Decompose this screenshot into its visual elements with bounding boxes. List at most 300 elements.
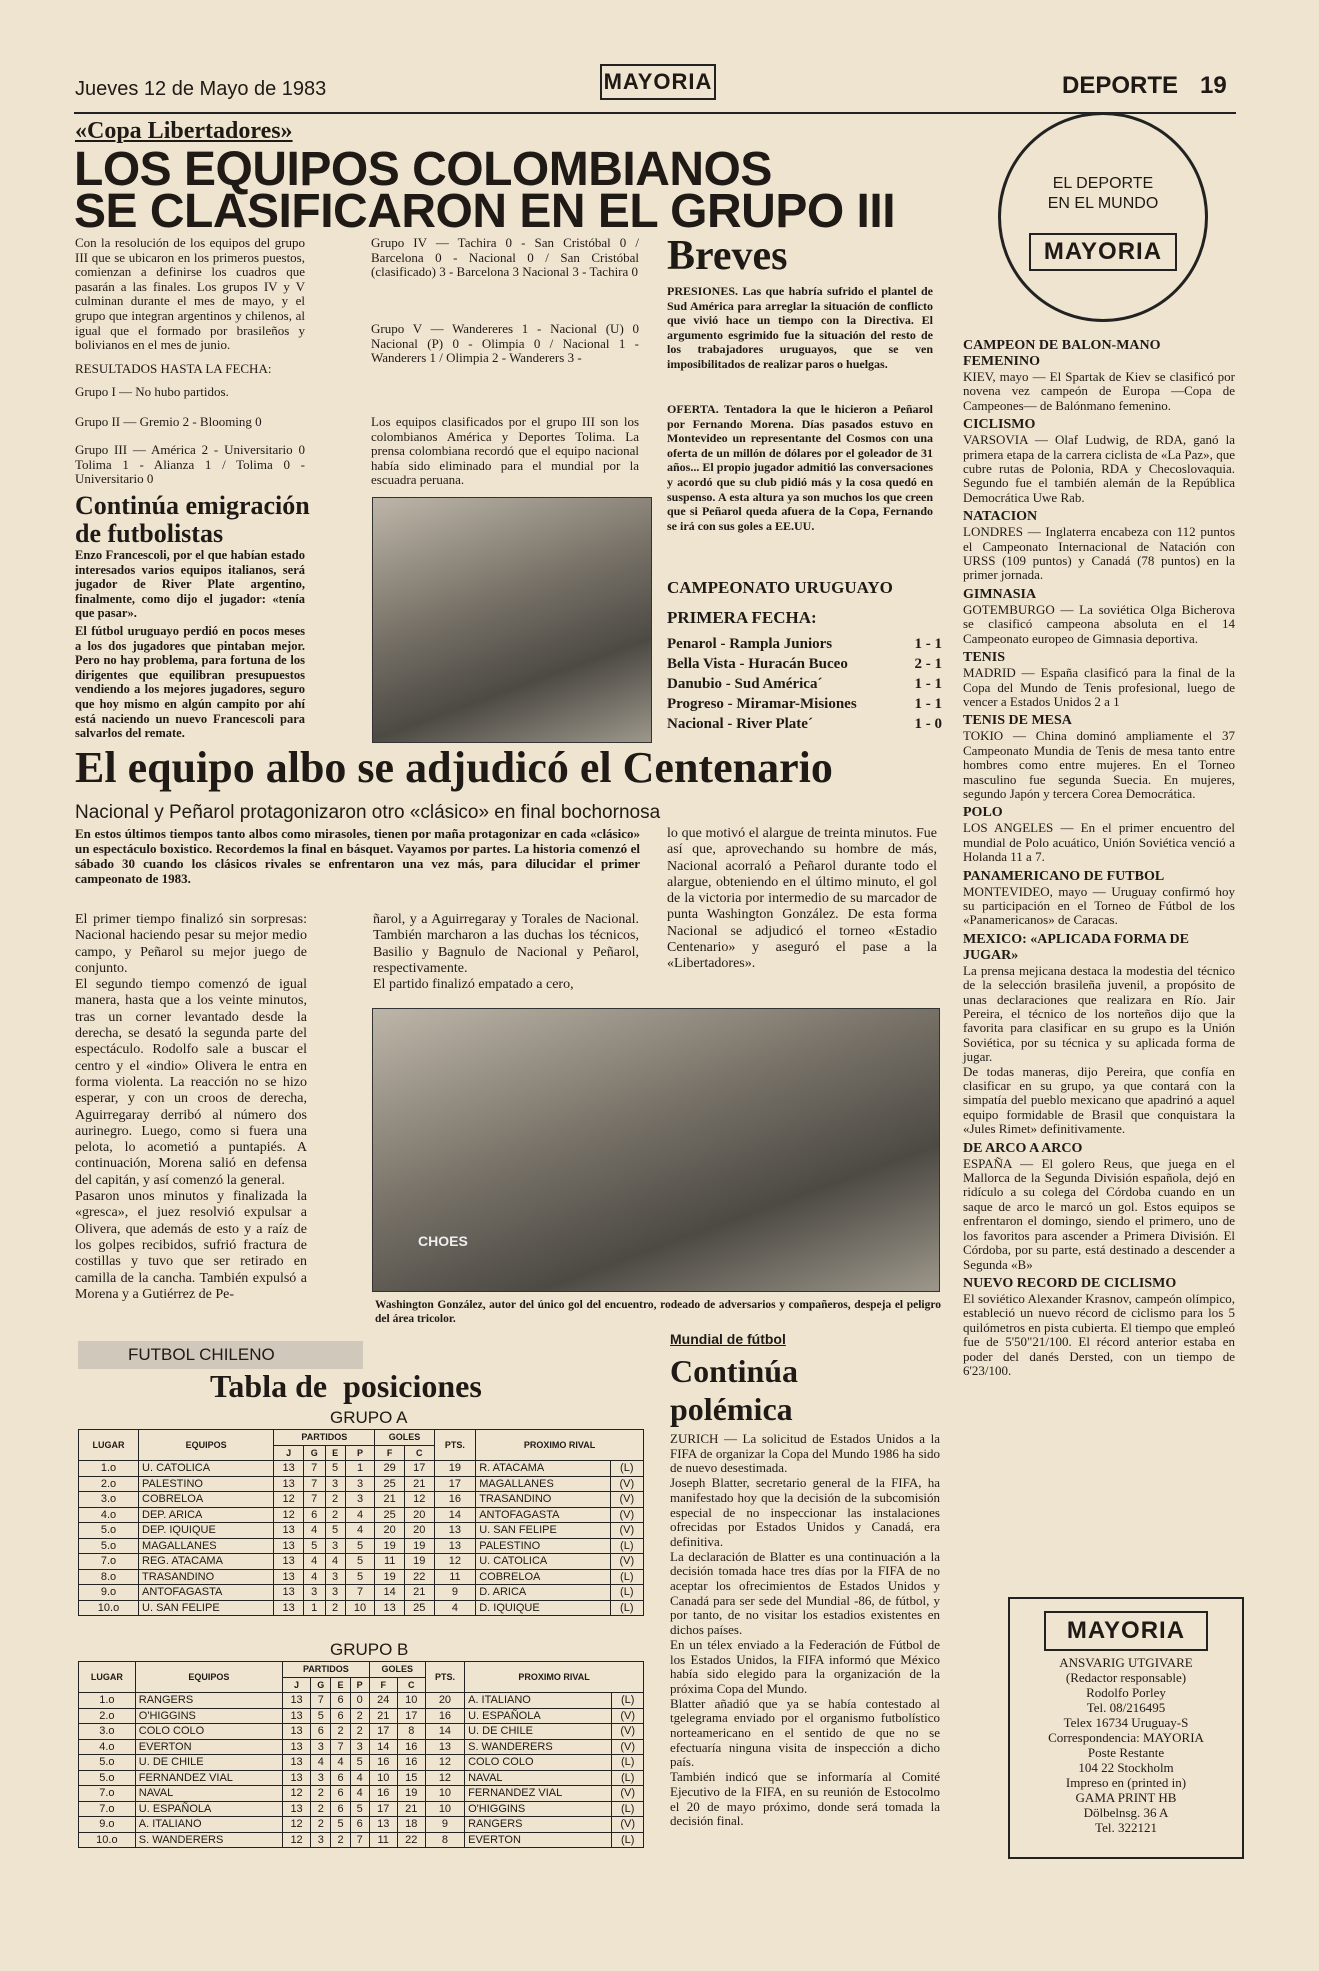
centenario-col3: lo que motivó el alargue de treinta minutos. Fue así que, aprovechando su hombre de más, Nacional acorraló a Peñarol durante todo el alargue, obteniendo en el último minuto, el gol de la victoria por intermedio de su marcador de punta Washington González. De esta forma Nacional se adjudicó el torneo «Estadio Centenario» y aseguró el pase a la «Libertadores».	[667, 826, 937, 972]
francescoli-photo	[372, 497, 652, 743]
imprint-line: Impreso en (printed in)	[1065, 1775, 1187, 1790]
table-cell: (V)	[610, 1507, 643, 1523]
table-row	[79, 1755, 644, 1771]
table-cell: (L)	[612, 1832, 644, 1848]
emigracion-body: El fútbol uruguayo perdió en pocos meses a los dos jugadores que pintaban mejor. Pero no hay problema, para fortuna de los dirigentes que equilibran presupuestos vendiendo a los mejores jugadores, seguro que hoy mismo en algún campito por ahí está naciendo un nuevo Francescoli para salvarlos del remate.	[75, 624, 305, 741]
table-cell: 4	[311, 1755, 331, 1771]
table-cell: 6	[303, 1507, 325, 1523]
table-cell: FERNANDEZ VIAL	[135, 1770, 282, 1786]
table-cell: 13	[434, 1538, 476, 1554]
table-cell: 10	[425, 1801, 464, 1817]
table-cell: 12	[274, 1492, 304, 1508]
imprint-line: Rodolfo Porley	[1086, 1685, 1166, 1700]
imprint-line: Poste Restante	[1087, 1745, 1165, 1760]
table-cell: 4	[325, 1554, 345, 1570]
imprint-line: Correspondencia: MAYORIA	[1048, 1730, 1204, 1745]
table-cell: 6	[331, 1770, 350, 1786]
table-row	[79, 1770, 644, 1786]
table-cell: (V)	[612, 1817, 644, 1833]
world-item-heading: TENIS DE MESA	[963, 713, 1072, 729]
table-cell: 13	[283, 1801, 311, 1817]
match-score: 1 - 0	[914, 716, 942, 732]
table-cell: 12	[283, 1786, 311, 1802]
table-cell: NAVAL	[465, 1770, 612, 1786]
table-cell: DEP. IQUIQUE	[139, 1523, 274, 1539]
table-cell: 3	[303, 1585, 325, 1601]
table-cell: 12	[434, 1554, 476, 1570]
table-cell: 20	[375, 1523, 405, 1539]
world-item-heading: MEXICO: «APLICADA FORMA DE JUGAR»	[963, 931, 1189, 963]
table-cell: 2	[311, 1817, 331, 1833]
table-cell: 5.o	[79, 1770, 136, 1786]
match-score: 2 - 1	[914, 656, 942, 672]
table-cell: 5.o	[79, 1755, 136, 1771]
col-equipos: EQUIPOS	[139, 1430, 274, 1461]
table-cell: 16	[369, 1786, 397, 1802]
table-cell: 5	[325, 1461, 345, 1477]
world-item-text: La prensa mejicana destaca la modestia del técnico de la selección brasileña juvenil, a propósito de unas declaraciones que realizara en Río. Jair Pereira, el técnico de los norteños dijo que la favorita para clasificar en su grupo es la Unión Soviética, por su técnica y su aplicada forma de jugar. De todas maneras, dijo Pereira, que confía en clasificar en su grupo, ya que contará con la simpatía del pueblo mexicano que apadrinó a aquel equipo formidable de Brasil que conquistara la «Jules Rimet» definitivamente.	[963, 962, 1235, 1137]
table-cell: O'HIGGINS	[135, 1708, 282, 1724]
table-cell: 13	[274, 1538, 304, 1554]
classified-text: Los equipos clasificados por el grupo III son los colombianos América y Deportes Tolima. La prensa colombiana recordó que el equipo nacional había sido eliminado para el mundial por la escuadra peruana.	[371, 414, 639, 488]
world-item-text: TOKIO — China dominó ampliamente el 37 Campeonato Mundia de Tenis de mesa tanto entre hombres como entre mujeres. En el Torneo masculino fue segunda Suecia. En mujeres, segundo Japón y tercera Corea Democrática.	[963, 728, 1235, 801]
table-cell: 13	[283, 1755, 311, 1771]
imprint-box	[1008, 1597, 1244, 1859]
table-row	[79, 1693, 644, 1709]
table-cell: 25	[375, 1507, 405, 1523]
table-cell: COBRELOA	[476, 1569, 610, 1585]
table-cell: 7.o	[79, 1786, 136, 1802]
table-cell: 6	[331, 1801, 350, 1817]
col-goles: GOLES	[375, 1430, 434, 1446]
table-cell: 7	[303, 1492, 325, 1508]
table-cell: 20	[404, 1507, 434, 1523]
grupo-a-table	[78, 1429, 644, 1616]
match-score: 1 - 1	[914, 696, 942, 712]
world-item-heading: POLO	[963, 805, 1003, 821]
table-cell: 7	[311, 1693, 331, 1709]
table-cell: EVERTON	[465, 1832, 612, 1848]
table-cell: 12	[274, 1507, 304, 1523]
table-row	[79, 1538, 644, 1554]
table-cell: 3	[345, 1492, 375, 1508]
table-row	[79, 1507, 644, 1523]
tabla-title: Tabla de posiciones	[210, 1368, 482, 1404]
table-cell: 5.o	[79, 1523, 139, 1539]
table-cell: U. CATOLICA	[139, 1461, 274, 1477]
table-cell: 22	[397, 1832, 425, 1848]
mundial-title: Continúa polémica	[670, 1353, 799, 1427]
table-cell: 5	[311, 1708, 331, 1724]
col-c: C	[404, 1445, 434, 1461]
table-cell: 17	[404, 1461, 434, 1477]
table-cell: NAVAL	[135, 1786, 282, 1802]
result-row	[667, 714, 942, 734]
world-item-text: LOS ANGELES — En el primer encuentro del mundial de Polo acuático, Unión Soviética venció a Holanda 11 a 7.	[963, 820, 1235, 865]
table-cell: 14	[369, 1739, 397, 1755]
group2-result: Grupo II — Gremio 2 - Blooming 0	[75, 414, 262, 429]
centenario-col1: El primer tiempo finalizó sin sorpresas: Nacional haciendo pesar su mejor medio campo, y Peñarol su mejor juego de conjunto. El segundo tiempo comenzó de igual manera, hasta que a los veinte minutos, tras un corner levantado desde la derecha, se desató la segunda parte del espectáculo. Rodolfo sale a buscar el centro y el «indio» Olivera le entra en forma violenta. La reacción no se hizo esperar, y con un croos de derecha, Aguirregaray derribó al número dos aurinegro. Luego, como si fuera una pelota, lo acometió a puntapiés. A continuación, Morena salió en defensa del capitán, y así comenzó la general. Pasaron unos minutos y finalizada la «gresca», el juez resolvió expulsar a Olivera, que además de esto y a raíz de los golpes recibidos, sufrió fractura de costillas y tuvo que ser retirado en camilla de la cancha. También expulsó a Morena y a Gutiérrez de Pe-	[75, 912, 307, 1302]
table-cell: (L)	[610, 1569, 643, 1585]
table-cell: 2	[350, 1724, 369, 1740]
intro-text: Con la resolución de los equipos del grupo III que se ubicaron en los primeros puestos, comienzan a definirse los cuadros que pasarán a las finales. Los grupos IV y V culminan durante el mes de mayo, y el grupo que integran argentinos y chilenos, al igual que el formado por brasileños y bolivianos en el mes de junio.	[75, 235, 305, 353]
table-cell: (L)	[612, 1801, 644, 1817]
table-cell: 13	[283, 1693, 311, 1709]
table-cell: 17	[369, 1801, 397, 1817]
table-cell: O'HIGGINS	[465, 1801, 612, 1817]
imprint-logo: MAYORIA	[1044, 1611, 1208, 1651]
centenario-lead: En estos últimos tiempos tanto albos como mirasoles, tienen por maña protagonizar en cada «clásico» un espectáculo boxistico. Recordemos la final en básquet. Vayamos por partes. La historia comenzó el sábado 30 cuando los clásicos rivales se enfrentaron una vez más, para dilucidar el primer campeonato de 1983.	[75, 826, 640, 886]
table-cell: 13	[274, 1554, 304, 1570]
table-cell: COLO COLO	[135, 1724, 282, 1740]
world-sports-badge	[998, 112, 1208, 322]
match-score: 1 - 1	[914, 636, 942, 652]
header-rule	[74, 112, 1236, 114]
table-cell: U. SAN FELIPE	[139, 1600, 274, 1616]
table-cell: 22	[404, 1569, 434, 1585]
table-cell: 12	[404, 1492, 434, 1508]
table-cell: 7	[350, 1832, 369, 1848]
table-cell: 4	[303, 1523, 325, 1539]
table-cell: 12	[425, 1755, 464, 1771]
table-cell: 4.o	[79, 1739, 136, 1755]
table-row	[79, 1724, 644, 1740]
table-cell: 3	[325, 1585, 345, 1601]
table-cell: 17	[369, 1724, 397, 1740]
table-cell: 16	[397, 1739, 425, 1755]
emigracion-title: Continúa emigración de futbolistas	[75, 491, 310, 548]
world-item-text: ESPAÑA — El golero Reus, que juega en el Mallorca de la Segunda División española, dejó en ridículo a su colega del Córdoba cuando en un saque de arco le marcó un gol. Estos equipos se enfrentaron el domingo, siendo el primero, uno de los favoritos para ascender a Primera División. El Córdoba, por su parte, está destinado a descender a Segunda «B»	[963, 1155, 1235, 1272]
imprint-line: Dölbelnsg. 36 A	[1083, 1805, 1169, 1820]
table-cell: U. ESPAÑOLA	[465, 1708, 612, 1724]
results-label: RESULTADOS HASTA LA FECHA:	[75, 361, 272, 376]
table-cell: 3	[311, 1739, 331, 1755]
badge-line2: EN EL MUNDO	[1047, 195, 1159, 212]
table-cell: PALESTINO	[476, 1538, 610, 1554]
col-rival: PROXIMO RIVAL	[476, 1430, 644, 1461]
table-cell: R. ATACAMA	[476, 1461, 610, 1477]
result-row	[667, 654, 942, 674]
table-cell: 16	[397, 1755, 425, 1771]
col-lugar: LUGAR	[79, 1662, 136, 1693]
table-cell: (V)	[610, 1523, 643, 1539]
table-row	[79, 1708, 644, 1724]
col-e: E	[331, 1677, 350, 1693]
table-cell: 1.o	[79, 1461, 139, 1477]
table-cell: 13	[425, 1739, 464, 1755]
table-cell: 4	[303, 1569, 325, 1585]
grupo-b-table	[78, 1661, 644, 1848]
table-row	[79, 1554, 644, 1570]
table-cell: 1	[345, 1461, 375, 1477]
table-row	[79, 1461, 644, 1477]
table-cell: 19	[404, 1554, 434, 1570]
col-j: J	[274, 1445, 304, 1461]
emigracion-lead: Enzo Francescoli, por el que habían estado interesados varios equipos italianos, será jugador de River Plate argentino, finalmente, como dijo el jugador: «tenía que pasar».	[75, 548, 305, 621]
table-cell: EVERTON	[135, 1739, 282, 1755]
table-cell: 16	[434, 1492, 476, 1508]
table-cell: 24	[369, 1693, 397, 1709]
table-cell: 11	[369, 1832, 397, 1848]
table-cell: DEP. ARICA	[139, 1507, 274, 1523]
table-cell: 10.o	[79, 1832, 136, 1848]
table-row	[79, 1786, 644, 1802]
table-cell: 4	[345, 1507, 375, 1523]
table-cell: 1.o	[79, 1693, 136, 1709]
table-cell: 1	[303, 1600, 325, 1616]
world-item-text: MADRID — España clasificó para la final de la Copa del Mundo de Tenis profesional, luego de vencer a Estados Unidos 2 a 1	[963, 665, 1235, 709]
table-cell: 6	[331, 1693, 350, 1709]
group1-result: Grupo I — No hubo partidos.	[75, 384, 229, 399]
table-cell: 14	[375, 1585, 405, 1601]
table-cell: ANTOFAGASTA	[139, 1585, 274, 1601]
campeonato-title: CAMPEONATO URUGUAYO	[667, 578, 893, 597]
kicker: «Copa Libertadores»	[75, 118, 293, 144]
grupo-b-title: GRUPO B	[330, 1640, 409, 1659]
table-cell: 0	[350, 1693, 369, 1709]
col-f: F	[369, 1677, 397, 1693]
table-cell: 13	[283, 1708, 311, 1724]
table-cell: 13	[369, 1817, 397, 1833]
table-cell: S. WANDERERS	[465, 1739, 612, 1755]
table-cell: (L)	[612, 1693, 644, 1709]
match-name: Bella Vista - Huracán Buceo	[667, 656, 848, 672]
table-cell: 14	[434, 1507, 476, 1523]
badge-line1: EL DEPORTE	[1052, 175, 1154, 192]
table-cell: 10	[425, 1786, 464, 1802]
table-cell: 21	[375, 1492, 405, 1508]
table-cell: 5	[325, 1523, 345, 1539]
table-cell: 2	[350, 1708, 369, 1724]
table-cell: 7	[331, 1739, 350, 1755]
table-cell: 13	[274, 1569, 304, 1585]
col-j: J	[283, 1677, 311, 1693]
table-cell: 3	[325, 1569, 345, 1585]
breves-title: Breves	[667, 233, 788, 279]
col-f: F	[375, 1445, 405, 1461]
table-cell: 3	[350, 1739, 369, 1755]
match-score: 1 - 1	[914, 676, 942, 692]
table-cell: 29	[375, 1461, 405, 1477]
world-item-text: MONTEVIDEO, mayo — Uruguay confirmó hoy su participación en el Torneo de Fútbol de los «Panamericanos» de Caracas.	[963, 883, 1235, 928]
table-cell: 2	[331, 1832, 350, 1848]
table-cell: 3	[345, 1476, 375, 1492]
table-cell: 2	[325, 1492, 345, 1508]
table-cell: 20	[404, 1523, 434, 1539]
table-cell: 5	[345, 1569, 375, 1585]
table-cell: 7.o	[79, 1801, 136, 1817]
imprint-line: 104 22 Stockholm	[1078, 1760, 1174, 1775]
match-photo	[372, 1008, 940, 1292]
imprint-line: Tel. 322121	[1095, 1820, 1157, 1835]
table-cell: 17	[434, 1476, 476, 1492]
imprint-line: ANSVARIG UTGIVARE	[1059, 1655, 1193, 1670]
table-cell: 11	[375, 1554, 405, 1570]
table-cell: 13	[274, 1585, 304, 1601]
table-cell: 12	[283, 1832, 311, 1848]
masthead-logo: MAYORIA	[600, 64, 716, 100]
match-name: Penarol - Rampla Juniors	[667, 636, 833, 652]
world-item-heading: CICLISMO	[963, 417, 1036, 433]
table-cell: (V)	[612, 1786, 644, 1802]
world-item-text: El soviético Alexander Krasnov, campeón olímpico, estableció un nuevo récord de ciclismo para los 5 quilómetros en pista cubierta. El tiempo que empleó fue de 5'50"21/100. El récord anterior estaba en poder del danés Dersted, con un tiempo de 6'23/100.	[963, 1290, 1235, 1378]
imprint-line: Tel. 08/216495	[1086, 1700, 1166, 1715]
table-cell: 4	[350, 1786, 369, 1802]
table-cell: 20	[425, 1693, 464, 1709]
table-cell: 4	[434, 1600, 476, 1616]
table-cell: D. IQUIQUE	[476, 1600, 610, 1616]
col-partidos: PARTIDOS	[274, 1430, 375, 1446]
table-cell: (L)	[610, 1585, 643, 1601]
table-cell: 3	[325, 1538, 345, 1554]
result-row	[667, 634, 942, 654]
table-cell: (V)	[610, 1492, 643, 1508]
table-cell: 13	[434, 1523, 476, 1539]
col-lugar: LUGAR	[79, 1430, 139, 1461]
table-cell: 9.o	[79, 1585, 139, 1601]
match-name: Nacional - River Plate´	[667, 716, 813, 732]
table-cell: 3	[311, 1770, 331, 1786]
col-partidos: PARTIDOS	[283, 1662, 370, 1678]
table-cell: 5	[350, 1755, 369, 1771]
futbol-chileno-banner: FUTBOL CHILENO	[78, 1341, 363, 1369]
col-c: C	[397, 1677, 425, 1693]
table-cell: 4	[345, 1523, 375, 1539]
issue-date: Jueves 12 de Mayo de 1983	[75, 78, 327, 100]
breves-oferta: OFERTA. Tentadora la que le hicieron a Peñarol por Fernando Morena. Días pasados estuvo en Montevideo un representante del Cosmos con una oferta de un millón de dólares por el goleador de 31 años... El propio jugador admitió las conversaciones y acordó que su club pidió más y la cosa quedó en suspenso. A esta altura ya son muchos los que creen que si Peñarol queda afuera de la Copa, Fernando se irá con sus goles a EE.UU.	[667, 402, 933, 533]
table-cell: 2	[325, 1600, 345, 1616]
table-cell: 7	[345, 1585, 375, 1601]
table-cell: TRASANDINO	[476, 1492, 610, 1508]
table-cell: 6	[350, 1817, 369, 1833]
table-cell: U. DE CHILE	[465, 1724, 612, 1740]
table-cell: 14	[425, 1724, 464, 1740]
table-cell: 3	[311, 1832, 331, 1848]
world-item-heading: CAMPEON DE BALON-MANO FEMENINO	[963, 338, 1161, 369]
table-row	[79, 1523, 644, 1539]
table-cell: 13	[283, 1724, 311, 1740]
table-row	[79, 1569, 644, 1585]
world-item-heading: GIMNASIA	[963, 586, 1037, 602]
col-pts: PTS.	[434, 1430, 476, 1461]
table-cell: 12	[283, 1817, 311, 1833]
table-cell: 8	[397, 1724, 425, 1740]
table-cell: RANGERS	[135, 1693, 282, 1709]
group4-result: Grupo IV — Tachira 0 - San Cristóbal 0 / Barcelona 0 - Nacional 0 / San Cristóbal (clasificado) 3 - Barcelona 3 Nacional 3 - Tachira 0	[371, 235, 639, 280]
table-row	[79, 1817, 644, 1833]
table-cell: 4	[303, 1554, 325, 1570]
table-cell: D. ARICA	[476, 1585, 610, 1601]
table-cell: 10.o	[79, 1600, 139, 1616]
table-cell: 12	[425, 1770, 464, 1786]
table-cell: (L)	[610, 1461, 643, 1477]
table-cell: (V)	[612, 1739, 644, 1755]
table-cell: 2	[325, 1507, 345, 1523]
table-cell: 4	[331, 1755, 350, 1771]
table-cell: 9	[434, 1585, 476, 1601]
centenario-subtitle: Nacional y Peñarol protagonizaron otro «clásico» en final bochornosa	[75, 802, 661, 823]
table-cell: (L)	[612, 1755, 644, 1771]
table-cell: U. CATOLICA	[476, 1554, 610, 1570]
world-item-heading: PANAMERICANO DE FUTBOL	[963, 868, 1165, 884]
page-number: 19	[1200, 72, 1227, 99]
world-item-text: LONDRES — Inglaterra encabeza con 112 puntos el Campeonato Internacional de Natación con URSS (109 puntos) y Canadá (78 puntos) en la primer jornada.	[963, 524, 1235, 583]
breves-presiones: PRESIONES. Las que habría sufrido el plantel de Sud América para arreglar la situación de conflicto que vivió hace un tiempo con la Directiva. El argumento esgrimido fue la situación del resto de los trabajadores uruguayos, que se ven imposibilitados de realizar paros o huelgas.	[667, 284, 933, 371]
table-cell: A. ITALIANO	[465, 1693, 612, 1709]
table-row	[79, 1739, 644, 1755]
table-cell: 13	[283, 1770, 311, 1786]
mundial-kicker: Mundial de fútbol	[670, 1331, 786, 1347]
table-cell: 7.o	[79, 1554, 139, 1570]
imprint-line: GAMA PRINT HB	[1075, 1790, 1177, 1805]
table-cell: 10	[345, 1600, 375, 1616]
section-title: DEPORTE	[1062, 72, 1179, 99]
col-g: G	[303, 1445, 325, 1461]
table-cell: 21	[404, 1476, 434, 1492]
table-cell: 9.o	[79, 1817, 136, 1833]
result-row	[667, 694, 942, 714]
imprint-line: (Redactor responsable)	[1065, 1670, 1187, 1685]
table-cell: (V)	[612, 1724, 644, 1740]
table-row	[79, 1585, 644, 1601]
table-cell: 19	[375, 1538, 405, 1554]
table-cell: REG. ATACAMA	[139, 1554, 274, 1570]
table-cell: 5.o	[79, 1538, 139, 1554]
table-cell: 21	[397, 1801, 425, 1817]
table-cell: (L)	[610, 1538, 643, 1554]
table-cell: 13	[274, 1461, 304, 1477]
col-rival: PROXIMO RIVAL	[465, 1662, 644, 1693]
table-cell: 8	[425, 1832, 464, 1848]
table-cell: 21	[404, 1585, 434, 1601]
col-g: G	[311, 1677, 331, 1693]
table-cell: 19	[397, 1786, 425, 1802]
table-cell: (V)	[612, 1708, 644, 1724]
table-cell: (V)	[610, 1476, 643, 1492]
match-photo-caption: Washington González, autor del único gol del encuentro, rodeado de adversarios y compañeros, despeja el peligro del área tricolor.	[375, 1299, 941, 1325]
table-cell: U. SAN FELIPE	[476, 1523, 610, 1539]
table-row	[79, 1600, 644, 1616]
world-item-heading: DE ARCO A ARCO	[963, 1140, 1083, 1156]
world-sports-column	[963, 338, 1235, 1378]
table-cell: 13	[274, 1476, 304, 1492]
table-cell: 3	[325, 1476, 345, 1492]
table-cell: MAGALLANES	[139, 1538, 274, 1554]
col-p: P	[350, 1677, 369, 1693]
world-item-text: GOTEMBURGO — La soviética Olga Bicherova se clasificó campeona absoluta en el 14 Campeonato europeo de Gimnasia deportiva.	[963, 601, 1235, 646]
table-cell: COLO COLO	[465, 1755, 612, 1771]
headline-line1: LOS EQUIPOS COLOMBIANOS	[74, 143, 772, 196]
table-cell: U. DE CHILE	[135, 1755, 282, 1771]
table-cell: 5	[331, 1817, 350, 1833]
table-cell: 7	[303, 1461, 325, 1477]
table-cell: S. WANDERERS	[135, 1832, 282, 1848]
table-cell: TRASANDINO	[139, 1569, 274, 1585]
col-p: P	[345, 1445, 375, 1461]
table-cell: 17	[397, 1708, 425, 1724]
table-cell: 6	[331, 1786, 350, 1802]
grupo-a-title: GRUPO A	[330, 1408, 408, 1427]
group5-result: Grupo V — Wandereres 1 - Nacional (U) 0 Nacional (P) 0 - Olimpia 0 / Nacional 1 - Wanderers 1 / Olimpia 2 - Wanderers 3 -	[371, 321, 639, 366]
table-cell: 4.o	[79, 1507, 139, 1523]
match-name: Progreso - Miramar-Misiones	[667, 696, 857, 712]
table-row	[79, 1832, 644, 1848]
world-item-text: VARSOVIA — Olaf Ludwig, de RDA, ganó la primera etapa de la carrera ciclista de «La Paz», que cubre rutas de Polonia, RDA y Checoslovaquia. Segundo fue el también alemán de la República Democrática Uwe Rab.	[963, 432, 1235, 505]
table-cell: 21	[369, 1708, 397, 1724]
table-cell: ANTOFAGASTA	[476, 1507, 610, 1523]
table-cell: 5	[345, 1538, 375, 1554]
table-cell: A. ITALIANO	[135, 1817, 282, 1833]
